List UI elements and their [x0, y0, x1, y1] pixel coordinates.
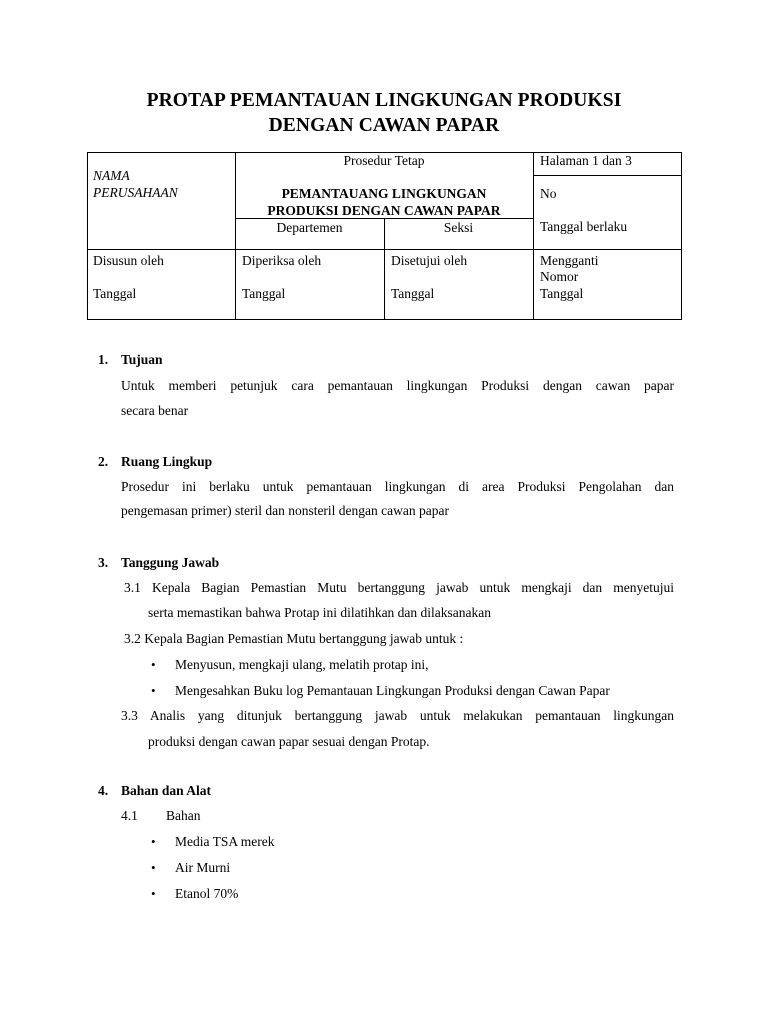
- bullet-icon: •: [151, 657, 156, 672]
- section-2-text-line-1: Prosedur ini berlaku untuk pemantauan lingkungan di area Produksi Pengolahan dan: [121, 479, 674, 494]
- page-label: Halaman 1 dan 3: [540, 153, 632, 168]
- approved-date-label: Tanggal: [391, 286, 435, 301]
- approved-by-label: Disetujui oleh: [391, 253, 468, 268]
- section-1-number: 1.: [98, 352, 109, 367]
- prepared-date-label: Tanggal: [93, 286, 137, 301]
- bullet-icon: •: [151, 834, 156, 849]
- number-label: Nomor: [540, 269, 579, 284]
- bullet-icon: •: [151, 886, 156, 901]
- replaces-label: Mengganti: [540, 253, 599, 268]
- section-4-1-number: 4.1: [121, 808, 138, 823]
- header-table: [87, 152, 682, 320]
- table-divider-col3: [533, 152, 534, 320]
- section-4-number: 4.: [98, 783, 109, 798]
- section-3-1-line-1: 3.1 Kepala Bagian Pemastian Mutu bertanggung jawab untuk mengkaji dan menyetujui: [124, 580, 674, 595]
- section-3-number: 3.: [98, 555, 109, 570]
- title-line-1: PROTAP PEMANTAUAN LINGKUNGAN PRODUKSI: [146, 90, 622, 111]
- prepared-by-label: Disusun oleh: [93, 253, 164, 268]
- section-label: Seksi: [443, 220, 474, 235]
- section-3-3-line-1: 3.3 Analis yang ditunjuk bertanggung jawab untuk melakukan pemantauan lingkungan: [121, 708, 674, 723]
- company-name: NAMA PERUSAHAAN: [93, 168, 178, 200]
- bullet-icon: •: [151, 860, 156, 875]
- checked-by-label: Diperiksa oleh: [242, 253, 322, 268]
- section-3-2-bullet-1: Menyusun, mengkaji ulang, melatih protap ini,: [175, 657, 429, 672]
- section-2-text-line-2: pengemasan primer) steril dan nonsteril dengan cawan papar: [121, 503, 449, 518]
- table-border-left: [87, 152, 88, 320]
- effective-date-label: Tanggal berlaku: [540, 219, 628, 234]
- section-4-1-title: Bahan: [166, 808, 201, 823]
- document-title: [0, 88, 768, 138]
- department-label: Departemen: [276, 220, 343, 235]
- bullet-icon: •: [151, 683, 156, 698]
- material-item: Etanol 70%: [175, 886, 239, 901]
- title-line-2: DENGAN CAWAN PAPAR: [268, 115, 500, 136]
- replaces-date-label: Tanggal: [540, 286, 584, 301]
- section-1-text-line-1: Untuk memberi petunjuk cara pemantauan lingkungan Produksi dengan cawan papar: [121, 378, 674, 393]
- section-3-3-line-2: produksi dengan cawan papar sesuai dengan Protap.: [148, 734, 430, 749]
- checked-date-label: Tanggal: [242, 286, 286, 301]
- material-item: Air Murni: [175, 860, 231, 875]
- section-3-1-line-2: serta memastikan bahwa Protap ini dilatihkan dan dilaksanakan: [148, 605, 492, 620]
- table-border-right: [681, 152, 682, 320]
- no-label: No: [540, 186, 557, 201]
- section-3-2-text: 3.2 Kepala Bagian Pemastian Mutu bertanggung jawab untuk :: [124, 631, 464, 646]
- procedure-title: PEMANTAUANG LINGKUNGAN PRODUKSI DENGAN CAWAN PAPAR: [267, 186, 501, 218]
- section-1-text-line-2: secara benar: [121, 403, 189, 418]
- section-2-number: 2.: [98, 454, 109, 469]
- section-1-title: Tujuan: [121, 352, 163, 367]
- material-item: Media TSA merek: [175, 834, 275, 849]
- section-3-2-bullet-2: Mengesahkan Buku log Pemantauan Lingkungan Produksi dengan Cawan Papar: [175, 683, 610, 698]
- section-3-title: Tanggung Jawab: [121, 555, 220, 570]
- table-divider-page: [533, 175, 682, 176]
- section-2-title: Ruang Lingkup: [121, 454, 213, 469]
- section-4-title: Bahan dan Alat: [121, 783, 212, 798]
- procedure-label: Prosedur Tetap: [343, 153, 425, 168]
